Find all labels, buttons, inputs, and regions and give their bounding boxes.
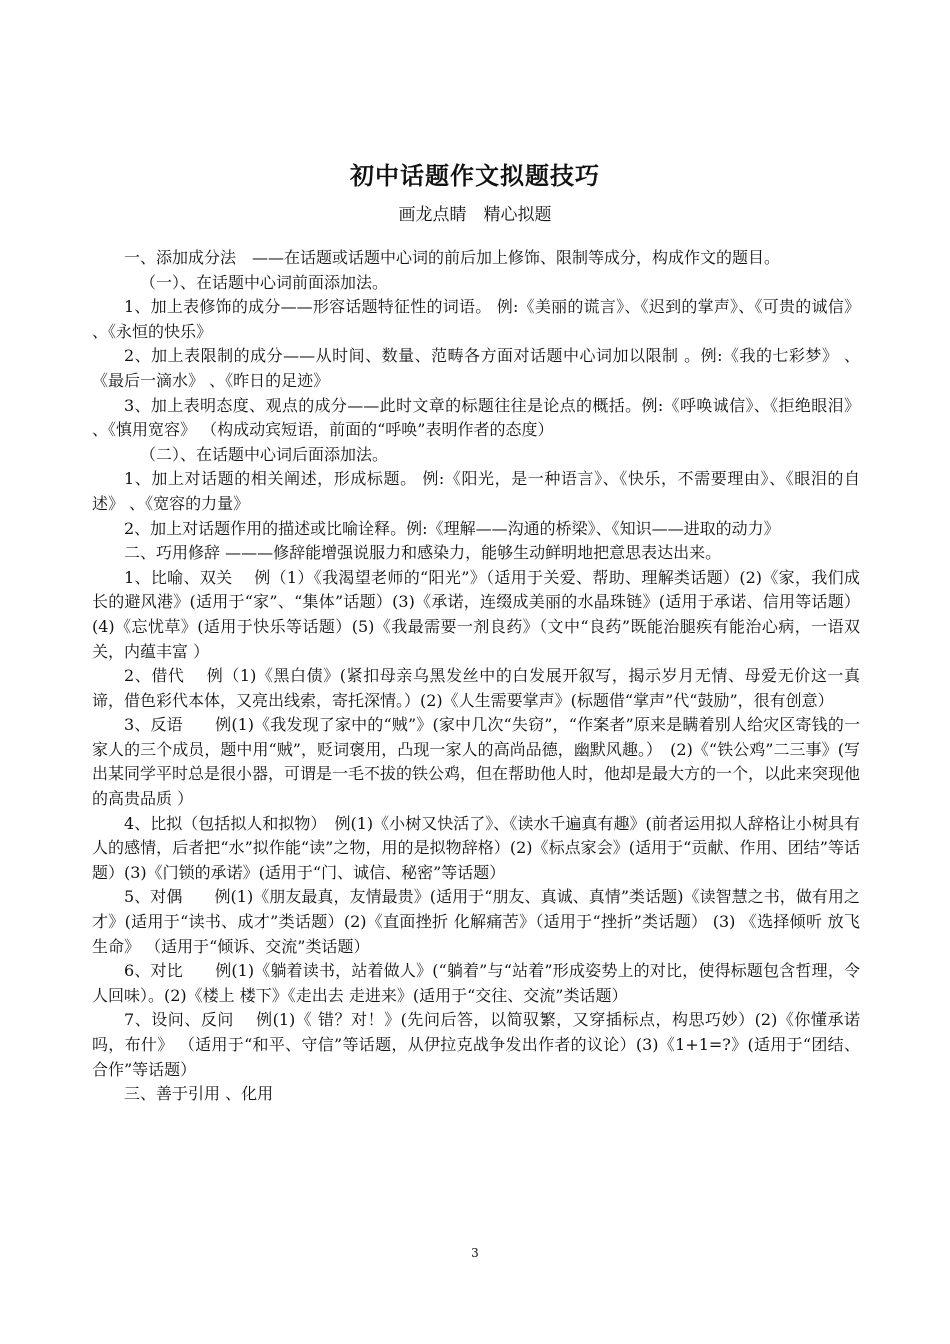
document-body [92,246,860,1107]
paragraph: 2、加上表限制的成分——从时间、数量、范畴各方面对话题中心词加以限制 。例:《我的七彩梦》 、《最后一滴水》 、《昨日的足迹》 [92,346,860,390]
document-title: 初中话题作文拟题技巧 [350,161,600,190]
paragraph: 1、比喻、双关 例（1）《我渴望老师的“阳光”》（适用于关爱、帮助、理解类话题）(2)《家，我们成长的避风港》(适用于“家”、“集体”话题）(3)《承诺，连缀成美丽的水晶珠链》(适用于承诺、信用等话题）(4)《忘忧草》(适用于快乐等话题）(5)《我最需要一剂良药》（文中“良药”既能治腿疾有能治心病，一语双关，内蕴丰富 ） [92,567,860,661]
page-number: 3 [471,1246,479,1260]
paragraph: 6、对比 例(1)《躺着读书，站着做人》(“躺着”与“站着”形成姿势上的对比，使得标题包含哲理，令人回味）。(2)《楼上 楼下》《走出去 走进来》(适用于“交往、交流”类话题） [92,961,860,1005]
paragraph: 4、比拟（包括拟人和拟物） 例(1)《小树又快活了》、《读水千遍真有趣》(前者运用拟人辞格让小树具有人的感情，后者把“水”拟作能“读”之物，用的是拟物辞格）(2)《标点家会》(适用于“贡献、作用、团结”等话题）(3)《门锁的承诺》(适用于“门、诚信、秘密”等话题） [92,813,860,882]
paragraph-section-1: 一、添加成分法 ——在话题或话题中心词的前后加上修饰、限制等成分，构成作文的题目。 [124,248,781,267]
paragraph: 7、设问、反问 例(1)《 错？对！》(先问后答，以简驭繁，又穿插标点，构思巧妙）(2)《你懂承诺吗，布什》 （适用于“和平、守信”等话题，从伊拉克战争发出作者的议论）(3)《1+1=?》(适用于“团结、合作”等话题） [92,1010,860,1079]
paragraph: 5、对偶 例(1)《朋友最真，友情最贵》(适用于“朋友、真诚、真情”类话题)《读智慧之书，做有用之才》(适用于“读书、成才”类话题）(2)《直面挫折 化解痛苦》（适用于“挫折”类话题） (3) 《选择倾听 放飞生命》 （适用于“倾诉、交流”类话题） [92,887,860,956]
paragraph-subsection-2: （二）、在话题中心词后面添加法。 [140,444,389,464]
paragraph: 2、加上对话题作用的描述或比喻诠释。例:《理解——沟通的桥梁》、《知识——进取的动力》 [124,518,780,538]
paragraph: 3、反语 例(1)《我发现了家中的“贼”》(家中几次“失窃”，“作案者”原来是瞒着别人给灾区寄钱的一家人的三个成员，题中用“贼”，贬词褒用，凸现一家人的高尚品德，幽默风趣。） (2)《“铁公鸡”二三事》(写出某同学平时总是很小器，可谓是一毛不拔的铁公鸡，但在帮助他人时，他却是最大方的一个，以此来突现他的高贵品质 ） [92,715,861,809]
paragraph: 3、加上表明态度、观点的成分——此时文章的标题往往是论点的概括。例:《呼唤诚信》、《拒绝眼泪》 、《慎用宽容》 （构成动宾短语，前面的“呼唤”表明作者的态度） [92,395,860,440]
paragraph: 2、借代 例（1)《黑白债》(紧扣母亲乌黑发丝中的白发展开叙写，揭示岁月无情、母爱无价这一真谛，借色彩代本体，又亮出线索，寄托深情。）(2)《人生需要掌声》(标题借“掌声”代“鼓励”，很有创意） [92,666,860,710]
paragraph-section-3: 三、善于引用 、化用 [124,1084,274,1104]
document-subtitle: 画龙点睛 精心拟题 [398,205,552,225]
paragraph: 1、加上表修饰的成分——形容话题特征性的词语。 例:《美丽的谎言》、《迟到的掌声》、《可贵的诚信》 、《永恒的快乐》 [92,297,860,341]
paragraph: 1、加上对话题的相关阐述，形成标题。 例:《阳光，是一种语言》、《快乐，不需要理由》、《眼泪的自述》 、《宽容的力量》 [92,469,860,513]
paragraph-section-2: 二、巧用修辞 ———修辞能增强说服力和感染力，能够生动鲜明地把意思表达出来。 [124,543,722,563]
paragraph-subsection-1: （一）、在话题中心词前面添加法。 [140,272,389,292]
